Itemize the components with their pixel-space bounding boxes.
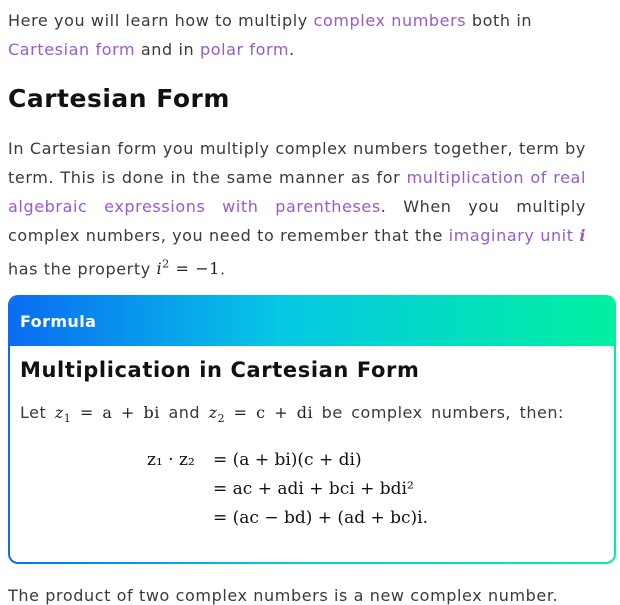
intro-text: Here you will learn how to multiply <box>8 11 314 30</box>
polar-form-link[interactable]: polar form <box>199 40 290 59</box>
formula-title: Multiplication in Cartesian Form <box>20 358 420 382</box>
z1-definition-text: = a + bi <box>79 403 160 422</box>
multiplication-expressions-link[interactable]: multiplication of real algebraic expressions with parentheses <box>8 168 586 216</box>
imaginary-unit-symbol: i <box>579 226 587 245</box>
product-paragraph: The product of two complex numbers is a new complex number. <box>8 586 559 605</box>
cartesian-paragraph <box>8 134 586 283</box>
equation-line-3: = (ac − bd) + (ad + bc)i. <box>213 508 429 528</box>
section-heading: Cartesian Form <box>8 84 230 113</box>
equation-line-1: = (a + bi)(c + di) <box>213 450 362 470</box>
intro-text: both in <box>466 11 533 30</box>
equation-line-2: = ac + adi + bci + bdi² <box>213 479 414 499</box>
formula-header: Formula <box>10 297 614 346</box>
formula-intro <box>20 403 564 425</box>
imaginary-unit-label: imaginary unit <box>448 226 580 245</box>
intro-text: and in <box>135 40 200 59</box>
intro-then: be complex numbers, then: <box>321 403 564 422</box>
formula-box <box>8 295 616 564</box>
intro-text: . <box>289 40 295 59</box>
property-exponent: 2 <box>162 258 170 271</box>
z2-definition-text: = c + di <box>233 403 314 422</box>
property-equation <box>157 259 221 278</box>
intro-and: and <box>168 403 201 422</box>
equation-lhs: z₁ · z₂ <box>147 450 195 470</box>
intro-let: Let <box>20 403 47 422</box>
cartesian-form-link[interactable]: Cartesian form <box>8 40 136 59</box>
paragraph-text: . When you multiply complex numbers, you need to remember that the <box>8 197 586 245</box>
z1-definition: $z_1 = a$ + bi <box>54 403 160 426</box>
paragraph-text: . <box>220 259 226 279</box>
imaginary-unit-link[interactable] <box>449 226 586 245</box>
property-rhs: = −1 <box>169 259 220 279</box>
complex-numbers-link[interactable]: complex numbers <box>313 11 467 30</box>
formula-content <box>10 297 614 562</box>
paragraph-text: has the property <box>8 259 157 279</box>
property-lhs: i <box>156 259 163 279</box>
paragraph-text: In Cartesian form you multiply complex numbers together, term by term. This is done in the same manner as for <box>8 139 586 187</box>
intro-paragraph <box>8 6 586 64</box>
z2-definition: $z_2 = c$ + di <box>208 403 314 426</box>
